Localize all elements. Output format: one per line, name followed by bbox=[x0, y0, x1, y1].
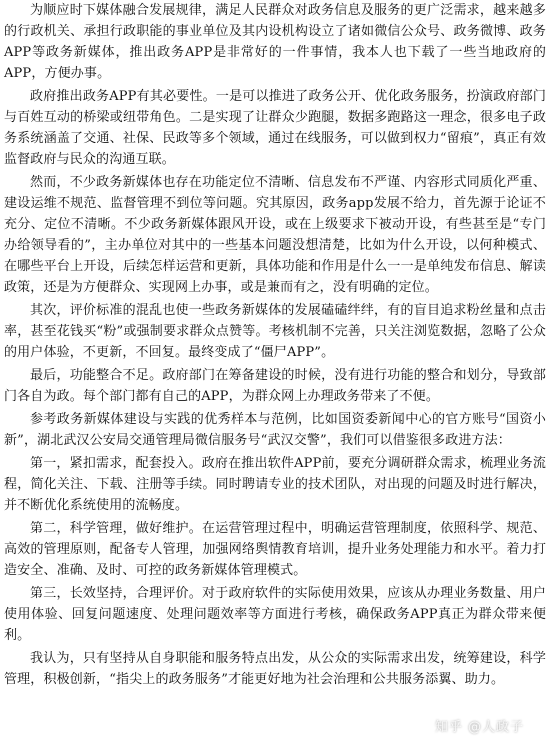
paragraph: 其次，评价标准的混乱也使一些政务新媒体的发展磕磕绊绊，有的盲目追求粉丝量和点击率，甚至花钱买“粉”或强制要求群众点赞等。考核机制不完善，只关注浏览数据，忽略了公众的用户体验，不更新，不回复。最终变成了“僵尸APP”。 bbox=[4, 303, 546, 360]
paragraph: 政府推出政务APP有其必要性。一是可以推进了政务公开、优化政务服务，扮演政府部门与百姓互动的桥梁或纽带角色。二是实现了让群众少跑腿，数据多跑路这一理念，很多电子政务系统涵盖了交通、社保、民政等多个领域，通过在线服务，可以做到权力“留痕”，真正有效监督政府与民众的沟通互联。 bbox=[4, 89, 546, 167]
paragraph: 参考政务新媒体建设与实践的优秀样本与范例，比如国资委新闻中心的官方账号“国资小新”，湖北武汉公安局交通管理局微信服务号“武汉交警”，我们可以借鉴很多政进方法： bbox=[4, 412, 546, 448]
paragraph: 为顺应时下媒体融合发展规律，满足人民群众对政务信息及服务的更广泛需求，越来越多的行政机关、承担行政职能的事业单位及其内设机构设立了诸如微信公众号、政务微博、政务APP等政务新媒体，推出政务APP是非常好的一件事情，我本人也下载了一些当地政府的APP，方便办事。 bbox=[4, 3, 546, 81]
watermark: 知乎 @人政子 bbox=[434, 720, 524, 735]
paragraph: 我认为，只有坚持从自身职能和服务特点出发，从公众的实际需求出发，统筹建设，科学管理，积极创新，“指尖上的政务服务”才能更好地为社会治理和公共服务添翼、助力。 bbox=[4, 651, 546, 687]
paragraph: 第一，紧扣需求，配套投入。政府在推出软件APP前，要充分调研群众需求，梳理业务流程，简化关注、下载、注册等手续。同时聘请专业的技术团队，对出现的问题及时进行解决，并不断优化系统使用的流畅度。 bbox=[4, 456, 546, 513]
paragraph: 第三，长效坚持，合理评价。对于政府软件的实际使用效果，应该从办理业务数量、用户使用体验、回复问题速度、处理问题效率等方面进行考核，确保政务APP真正为群众带来便利。 bbox=[4, 586, 546, 643]
paragraph: 第二，科学管理，做好维护。在运营管理过程中，明确运营管理制度，依照科学、规范、高效的管理原则，配备专人管理，加强网络舆情教育培训，提升业务处理能力和水平。着力打造安全、准确、及时、可控的政务新媒体管理模式。 bbox=[4, 521, 546, 578]
paragraph: 然而，不少政务新媒体也存在功能定位不清晰、信息发布不严谨、内容形式同质化严重、建设运维不规范、监督管理不到位等问题。究其原因，政务app发展不给力，首先源于论证不充分、定位不清晰。不少政务新媒体跟风开设，或在上级要求下被动开设，有些甚至是“专门办给领导看的”，主办单位对其中的一些基本问题没想清楚，比如为什么开设，以何种模式、在哪些平台上开设，后续怎样运营和更新，具体功能和作用是什么一一是单纯发布信息、解读政策，还是为方便群众、实现网上办事，或是兼而有之，没有明确的定位。 bbox=[4, 175, 546, 295]
paragraph: 最后，功能整合不足。政府部门在筹备建设的时候，没有进行功能的整合和划分，导致部门各自为政。每个部门都有自己的APP，为群众网上办理政务带来了不便。 bbox=[4, 368, 546, 404]
